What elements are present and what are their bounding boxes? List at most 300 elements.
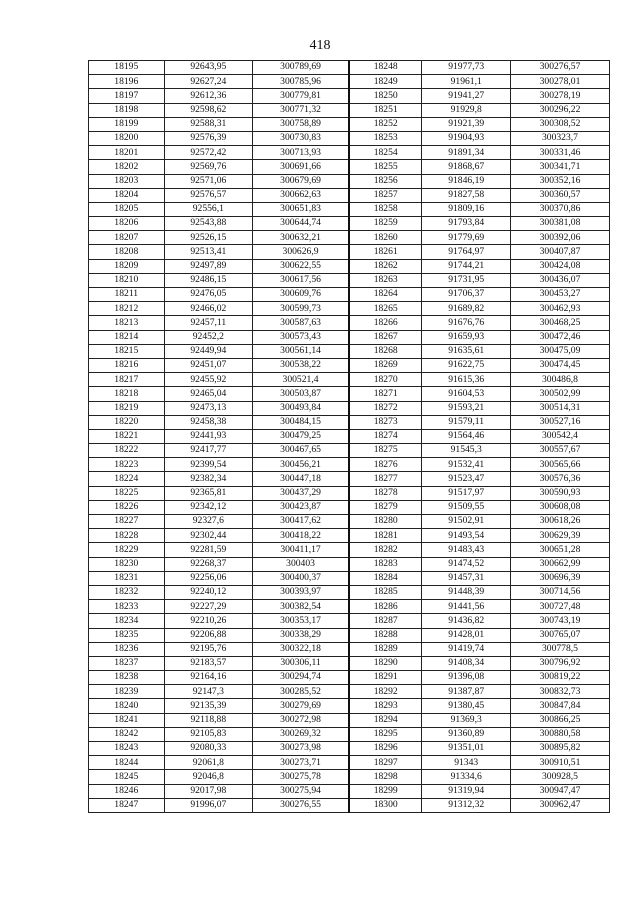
- table-cell-y-coordinate: 300273,98: [253, 742, 349, 756]
- table-cell-point-number: 18290: [349, 656, 422, 670]
- table-cell-point-number: 18195: [89, 61, 165, 75]
- table-cell-point-number: 18210: [89, 273, 165, 287]
- table-row: [89, 515, 610, 529]
- table-cell-y-coordinate: 300278,01: [510, 75, 609, 89]
- table-cell-point-number: 18214: [89, 330, 165, 344]
- table-cell-x-coordinate: 92643,95: [164, 61, 253, 75]
- table-cell-x-coordinate: 91809,16: [422, 202, 511, 216]
- table-cell-y-coordinate: 300565,66: [510, 458, 609, 472]
- table-row: [89, 486, 610, 500]
- table-row: [89, 231, 610, 245]
- table-cell-x-coordinate: 91436,82: [422, 614, 511, 628]
- table-cell-point-number: 18274: [349, 429, 422, 443]
- table-cell-point-number: 18284: [349, 571, 422, 585]
- table-cell-y-coordinate: 300847,84: [510, 699, 609, 713]
- table-cell-x-coordinate: 91622,75: [422, 358, 511, 372]
- table-cell-y-coordinate: 300576,36: [510, 472, 609, 486]
- table-cell-point-number: 18300: [349, 798, 422, 812]
- table-cell-point-number: 18231: [89, 571, 165, 585]
- table-cell-point-number: 18281: [349, 529, 422, 543]
- table-cell-point-number: 18255: [349, 160, 422, 174]
- table-cell-x-coordinate: 92382,34: [164, 472, 253, 486]
- table-cell-x-coordinate: 91428,01: [422, 628, 511, 642]
- table-cell-x-coordinate: 92458,38: [164, 415, 253, 429]
- table-cell-x-coordinate: 92046,8: [164, 770, 253, 784]
- table-cell-x-coordinate: 91764,97: [422, 245, 511, 259]
- table-cell-y-coordinate: 300758,89: [253, 117, 349, 131]
- table-row: [89, 202, 610, 216]
- table-cell-y-coordinate: 300832,73: [510, 685, 609, 699]
- table-cell-point-number: 18268: [349, 344, 422, 358]
- table-cell-x-coordinate: 91319,94: [422, 784, 511, 798]
- table-cell-x-coordinate: 92526,15: [164, 231, 253, 245]
- table-cell-point-number: 18200: [89, 131, 165, 145]
- table-cell-point-number: 18292: [349, 685, 422, 699]
- table-cell-y-coordinate: 300418,22: [253, 529, 349, 543]
- table-cell-y-coordinate: 300730,83: [253, 131, 349, 145]
- table-cell-point-number: 18299: [349, 784, 422, 798]
- table-cell-y-coordinate: 300393,97: [253, 585, 349, 599]
- page-number: 418: [309, 38, 331, 53]
- table-cell-point-number: 18275: [349, 444, 422, 458]
- table-cell-y-coordinate: 300437,29: [253, 486, 349, 500]
- table-cell-y-coordinate: 300278,19: [510, 89, 609, 103]
- table-cell-point-number: 18271: [349, 387, 422, 401]
- table-cell-y-coordinate: 300618,26: [510, 515, 609, 529]
- table-cell-point-number: 18285: [349, 585, 422, 599]
- table-cell-point-number: 18249: [349, 75, 422, 89]
- table-cell-point-number: 18264: [349, 288, 422, 302]
- table-cell-x-coordinate: 92365,81: [164, 486, 253, 500]
- table-cell-y-coordinate: 300423,87: [253, 500, 349, 514]
- table-cell-x-coordinate: 91604,53: [422, 387, 511, 401]
- table-cell-y-coordinate: 300819,22: [510, 671, 609, 685]
- table-cell-y-coordinate: 300272,98: [253, 713, 349, 727]
- table-cell-x-coordinate: 91564,46: [422, 429, 511, 443]
- table-cell-x-coordinate: 92569,76: [164, 160, 253, 174]
- table-cell-x-coordinate: 92486,15: [164, 273, 253, 287]
- table-cell-point-number: 18224: [89, 472, 165, 486]
- table-cell-point-number: 18243: [89, 742, 165, 756]
- table-cell-y-coordinate: 300714,56: [510, 585, 609, 599]
- table-cell-x-coordinate: 92342,12: [164, 500, 253, 514]
- table-cell-point-number: 18270: [349, 373, 422, 387]
- table-cell-x-coordinate: 91502,91: [422, 515, 511, 529]
- table-cell-y-coordinate: 300474,45: [510, 358, 609, 372]
- table-cell-x-coordinate: 92497,89: [164, 259, 253, 273]
- table-cell-y-coordinate: 300557,67: [510, 444, 609, 458]
- table-row: [89, 103, 610, 117]
- table-cell-y-coordinate: 300599,73: [253, 302, 349, 316]
- coordinates-table: [88, 60, 610, 813]
- table-cell-x-coordinate: 91360,89: [422, 727, 511, 741]
- table-cell-y-coordinate: 300796,92: [510, 656, 609, 670]
- table-cell-x-coordinate: 92164,16: [164, 671, 253, 685]
- table-cell-y-coordinate: 300453,27: [510, 288, 609, 302]
- table-row: [89, 585, 610, 599]
- table-cell-y-coordinate: 300353,17: [253, 614, 349, 628]
- table-cell-x-coordinate: 92227,29: [164, 600, 253, 614]
- table-cell-y-coordinate: 300587,63: [253, 316, 349, 330]
- table-cell-y-coordinate: 300743,19: [510, 614, 609, 628]
- table-cell-x-coordinate: 91929,8: [422, 103, 511, 117]
- table-cell-point-number: 18297: [349, 756, 422, 770]
- table-cell-y-coordinate: 300467,65: [253, 444, 349, 458]
- table-cell-x-coordinate: 91441,56: [422, 600, 511, 614]
- table-cell-point-number: 18253: [349, 131, 422, 145]
- table-cell-x-coordinate: 91517,97: [422, 486, 511, 500]
- table-row: [89, 458, 610, 472]
- table-cell-x-coordinate: 91891,34: [422, 146, 511, 160]
- table-cell-point-number: 18247: [89, 798, 165, 812]
- table-cell-x-coordinate: 91396,08: [422, 671, 511, 685]
- table-cell-y-coordinate: 300561,14: [253, 344, 349, 358]
- table-cell-y-coordinate: 300662,63: [253, 188, 349, 202]
- table-cell-x-coordinate: 91904,93: [422, 131, 511, 145]
- table-cell-point-number: 18257: [349, 188, 422, 202]
- table-cell-x-coordinate: 92466,02: [164, 302, 253, 316]
- table-cell-y-coordinate: 300296,22: [510, 103, 609, 117]
- table-cell-x-coordinate: 92061,8: [164, 756, 253, 770]
- table-cell-x-coordinate: 92417,77: [164, 444, 253, 458]
- table-cell-y-coordinate: 300308,52: [510, 117, 609, 131]
- table-cell-y-coordinate: 300436,07: [510, 273, 609, 287]
- table-cell-y-coordinate: 300962,47: [510, 798, 609, 812]
- table-cell-point-number: 18221: [89, 429, 165, 443]
- table-cell-point-number: 18259: [349, 217, 422, 231]
- table-cell-y-coordinate: 300479,25: [253, 429, 349, 443]
- table-cell-x-coordinate: 91689,82: [422, 302, 511, 316]
- table-row: [89, 529, 610, 543]
- table-cell-y-coordinate: 300411,17: [253, 543, 349, 557]
- table-cell-y-coordinate: 300947,47: [510, 784, 609, 798]
- table-cell-x-coordinate: 92449,94: [164, 344, 253, 358]
- table-row: [89, 557, 610, 571]
- table-row: [89, 600, 610, 614]
- table-row: [89, 373, 610, 387]
- table-cell-x-coordinate: 91706,37: [422, 288, 511, 302]
- table-cell-point-number: 18265: [349, 302, 422, 316]
- table-cell-x-coordinate: 92327,6: [164, 515, 253, 529]
- table-cell-y-coordinate: 300407,87: [510, 245, 609, 259]
- table-cell-y-coordinate: 300629,39: [510, 529, 609, 543]
- table-cell-y-coordinate: 300626,9: [253, 245, 349, 259]
- table-row: [89, 217, 610, 231]
- table-cell-y-coordinate: 300370,86: [510, 202, 609, 216]
- table-cell-point-number: 18266: [349, 316, 422, 330]
- table-cell-x-coordinate: 92612,36: [164, 89, 253, 103]
- table-cell-x-coordinate: 91996,07: [164, 798, 253, 812]
- table-cell-x-coordinate: 92543,88: [164, 217, 253, 231]
- table-cell-y-coordinate: 300352,16: [510, 174, 609, 188]
- table-row: [89, 571, 610, 585]
- table-cell-point-number: 18207: [89, 231, 165, 245]
- table-cell-y-coordinate: 300456,21: [253, 458, 349, 472]
- table-row: [89, 671, 610, 685]
- table-cell-point-number: 18283: [349, 557, 422, 571]
- table-cell-point-number: 18229: [89, 543, 165, 557]
- table-cell-x-coordinate: 91615,36: [422, 373, 511, 387]
- table-cell-x-coordinate: 92627,24: [164, 75, 253, 89]
- table-cell-point-number: 18244: [89, 756, 165, 770]
- table-cell-x-coordinate: 92210,26: [164, 614, 253, 628]
- table-cell-y-coordinate: 300322,18: [253, 642, 349, 656]
- table-row: [89, 429, 610, 443]
- table-cell-point-number: 18280: [349, 515, 422, 529]
- table-row: [89, 742, 610, 756]
- table-cell-y-coordinate: 300285,52: [253, 685, 349, 699]
- table-cell-x-coordinate: 91779,69: [422, 231, 511, 245]
- table-cell-point-number: 18273: [349, 415, 422, 429]
- table-cell-x-coordinate: 92571,06: [164, 174, 253, 188]
- table-row: [89, 188, 610, 202]
- table-cell-point-number: 18227: [89, 515, 165, 529]
- table-cell-point-number: 18288: [349, 628, 422, 642]
- table-cell-x-coordinate: 91977,73: [422, 61, 511, 75]
- table-row: [89, 131, 610, 145]
- table-cell-point-number: 18254: [349, 146, 422, 160]
- table-cell-y-coordinate: 300275,94: [253, 784, 349, 798]
- table-cell-x-coordinate: 91457,31: [422, 571, 511, 585]
- table-cell-y-coordinate: 300880,58: [510, 727, 609, 741]
- table-cell-x-coordinate: 92399,54: [164, 458, 253, 472]
- table-cell-y-coordinate: 300514,31: [510, 401, 609, 415]
- table-cell-x-coordinate: 92105,83: [164, 727, 253, 741]
- table-cell-point-number: 18213: [89, 316, 165, 330]
- table-cell-point-number: 18219: [89, 401, 165, 415]
- table-cell-x-coordinate: 92240,12: [164, 585, 253, 599]
- table-cell-y-coordinate: 300713,93: [253, 146, 349, 160]
- table-cell-y-coordinate: 300622,55: [253, 259, 349, 273]
- table-row: [89, 770, 610, 784]
- table-row: [89, 472, 610, 486]
- table-cell-point-number: 18298: [349, 770, 422, 784]
- table-row: [89, 784, 610, 798]
- table-row: [89, 330, 610, 344]
- table-cell-y-coordinate: 300276,57: [510, 61, 609, 75]
- table-row: [89, 273, 610, 287]
- table-cell-x-coordinate: 92451,07: [164, 358, 253, 372]
- table-row: [89, 117, 610, 131]
- table-cell-point-number: 18206: [89, 217, 165, 231]
- table-cell-point-number: 18199: [89, 117, 165, 131]
- table-cell-point-number: 18237: [89, 656, 165, 670]
- table-cell-point-number: 18251: [349, 103, 422, 117]
- table-cell-x-coordinate: 92455,92: [164, 373, 253, 387]
- table-cell-point-number: 18228: [89, 529, 165, 543]
- table-cell-y-coordinate: 300424,08: [510, 259, 609, 273]
- table-cell-x-coordinate: 91419,74: [422, 642, 511, 656]
- table-cell-x-coordinate: 91579,11: [422, 415, 511, 429]
- table-cell-point-number: 18205: [89, 202, 165, 216]
- table-row: [89, 628, 610, 642]
- table-cell-x-coordinate: 91523,47: [422, 472, 511, 486]
- table-cell-y-coordinate: 300778,5: [510, 642, 609, 656]
- table-cell-x-coordinate: 92465,04: [164, 387, 253, 401]
- table-cell-x-coordinate: 92118,88: [164, 713, 253, 727]
- table-cell-point-number: 18226: [89, 500, 165, 514]
- table-cell-x-coordinate: 92135,39: [164, 699, 253, 713]
- table-cell-y-coordinate: 300475,09: [510, 344, 609, 358]
- table-cell-x-coordinate: 92147,3: [164, 685, 253, 699]
- table-cell-x-coordinate: 92598,62: [164, 103, 253, 117]
- table-cell-point-number: 18241: [89, 713, 165, 727]
- table-cell-y-coordinate: 300417,62: [253, 515, 349, 529]
- table-row: [89, 614, 610, 628]
- table-cell-x-coordinate: 92576,57: [164, 188, 253, 202]
- table-row: [89, 642, 610, 656]
- table-row: [89, 316, 610, 330]
- table-cell-y-coordinate: 300382,54: [253, 600, 349, 614]
- table-cell-point-number: 18212: [89, 302, 165, 316]
- coordinates-table-body: [89, 61, 610, 813]
- table-cell-y-coordinate: 300573,43: [253, 330, 349, 344]
- table-cell-y-coordinate: 300785,96: [253, 75, 349, 89]
- table-cell-point-number: 18293: [349, 699, 422, 713]
- table-cell-x-coordinate: 92256,06: [164, 571, 253, 585]
- table-cell-x-coordinate: 91351,01: [422, 742, 511, 756]
- table-cell-x-coordinate: 91659,93: [422, 330, 511, 344]
- table-row: [89, 798, 610, 812]
- table-cell-y-coordinate: 300538,22: [253, 358, 349, 372]
- table-cell-point-number: 18239: [89, 685, 165, 699]
- table-row: [89, 756, 610, 770]
- table-cell-point-number: 18240: [89, 699, 165, 713]
- table-cell-point-number: 18217: [89, 373, 165, 387]
- table-row: [89, 500, 610, 514]
- table-cell-x-coordinate: 92206,88: [164, 628, 253, 642]
- table-cell-y-coordinate: 300727,48: [510, 600, 609, 614]
- table-cell-y-coordinate: 300779,81: [253, 89, 349, 103]
- table-cell-y-coordinate: 300651,28: [510, 543, 609, 557]
- table-cell-point-number: 18294: [349, 713, 422, 727]
- table-cell-x-coordinate: 91827,58: [422, 188, 511, 202]
- table-row: [89, 344, 610, 358]
- table-cell-point-number: 18234: [89, 614, 165, 628]
- table-cell-y-coordinate: 300338,29: [253, 628, 349, 642]
- table-cell-y-coordinate: 300392,06: [510, 231, 609, 245]
- table-cell-point-number: 18296: [349, 742, 422, 756]
- table-cell-x-coordinate: 92452,2: [164, 330, 253, 344]
- table-cell-x-coordinate: 91387,87: [422, 685, 511, 699]
- table-cell-point-number: 18202: [89, 160, 165, 174]
- table-cell-x-coordinate: 91448,39: [422, 585, 511, 599]
- table-row: [89, 358, 610, 372]
- table-cell-x-coordinate: 91793,84: [422, 217, 511, 231]
- table-cell-x-coordinate: 91369,3: [422, 713, 511, 727]
- table-cell-y-coordinate: 300608,08: [510, 500, 609, 514]
- table-cell-x-coordinate: 92281,59: [164, 543, 253, 557]
- table-cell-point-number: 18282: [349, 543, 422, 557]
- table-cell-point-number: 18291: [349, 671, 422, 685]
- table-cell-y-coordinate: 300632,21: [253, 231, 349, 245]
- table-cell-y-coordinate: 300910,51: [510, 756, 609, 770]
- table-cell-x-coordinate: 91312,32: [422, 798, 511, 812]
- table-cell-y-coordinate: 300771,32: [253, 103, 349, 117]
- table-cell-x-coordinate: 91731,95: [422, 273, 511, 287]
- table-cell-y-coordinate: 300527,16: [510, 415, 609, 429]
- table-cell-point-number: 18276: [349, 458, 422, 472]
- table-cell-y-coordinate: 300331,46: [510, 146, 609, 160]
- table-cell-point-number: 18272: [349, 401, 422, 415]
- table-cell-point-number: 18222: [89, 444, 165, 458]
- table-cell-point-number: 18225: [89, 486, 165, 500]
- table-cell-y-coordinate: 300866,25: [510, 713, 609, 727]
- table-cell-point-number: 18220: [89, 415, 165, 429]
- table-cell-y-coordinate: 300590,93: [510, 486, 609, 500]
- table-cell-point-number: 18232: [89, 585, 165, 599]
- table-cell-y-coordinate: 300542,4: [510, 429, 609, 443]
- table-row: [89, 415, 610, 429]
- table-cell-y-coordinate: 300644,74: [253, 217, 349, 231]
- table-cell-y-coordinate: 300651,83: [253, 202, 349, 216]
- table-cell-point-number: 18267: [349, 330, 422, 344]
- table-cell-y-coordinate: 300609,76: [253, 288, 349, 302]
- table-cell-point-number: 18233: [89, 600, 165, 614]
- table-cell-x-coordinate: 92457,11: [164, 316, 253, 330]
- table-cell-y-coordinate: 300691,66: [253, 160, 349, 174]
- table-cell-point-number: 18278: [349, 486, 422, 500]
- table-row: [89, 61, 610, 75]
- table-cell-x-coordinate: 91676,76: [422, 316, 511, 330]
- table-cell-point-number: 18218: [89, 387, 165, 401]
- table-cell-y-coordinate: 300275,78: [253, 770, 349, 784]
- table-cell-point-number: 18269: [349, 358, 422, 372]
- table-row: [89, 401, 610, 415]
- table-cell-x-coordinate: 92556,1: [164, 202, 253, 216]
- table-row: [89, 685, 610, 699]
- table-cell-y-coordinate: 300484,15: [253, 415, 349, 429]
- table-cell-point-number: 18216: [89, 358, 165, 372]
- table-cell-y-coordinate: 300273,71: [253, 756, 349, 770]
- table-row: [89, 89, 610, 103]
- table-cell-point-number: 18223: [89, 458, 165, 472]
- table-cell-point-number: 18261: [349, 245, 422, 259]
- table-cell-y-coordinate: 300486,8: [510, 373, 609, 387]
- table-cell-x-coordinate: 91334,6: [422, 770, 511, 784]
- table-cell-point-number: 18258: [349, 202, 422, 216]
- table-cell-y-coordinate: 300323,7: [510, 131, 609, 145]
- table-cell-point-number: 18250: [349, 89, 422, 103]
- table-cell-y-coordinate: 300381,08: [510, 217, 609, 231]
- table-cell-point-number: 18215: [89, 344, 165, 358]
- table-row: [89, 174, 610, 188]
- table-row: [89, 160, 610, 174]
- table-cell-x-coordinate: 92017,98: [164, 784, 253, 798]
- table-cell-x-coordinate: 91868,67: [422, 160, 511, 174]
- table-cell-x-coordinate: 92588,31: [164, 117, 253, 131]
- table-cell-x-coordinate: 92183,57: [164, 656, 253, 670]
- table-cell-y-coordinate: 300789,69: [253, 61, 349, 75]
- table-cell-y-coordinate: 300294,74: [253, 671, 349, 685]
- table-cell-point-number: 18235: [89, 628, 165, 642]
- table-cell-point-number: 18256: [349, 174, 422, 188]
- table-cell-point-number: 18238: [89, 671, 165, 685]
- table-cell-x-coordinate: 92302,44: [164, 529, 253, 543]
- table-row: [89, 543, 610, 557]
- table-cell-point-number: 18196: [89, 75, 165, 89]
- table-row: [89, 245, 610, 259]
- table-cell-x-coordinate: 92080,33: [164, 742, 253, 756]
- table-cell-y-coordinate: 300276,55: [253, 798, 349, 812]
- table-row: [89, 146, 610, 160]
- table-cell-x-coordinate: 92268,37: [164, 557, 253, 571]
- table-row: [89, 302, 610, 316]
- table-cell-x-coordinate: 91509,55: [422, 500, 511, 514]
- table-row: [89, 713, 610, 727]
- table-cell-point-number: 18209: [89, 259, 165, 273]
- table-row: [89, 656, 610, 670]
